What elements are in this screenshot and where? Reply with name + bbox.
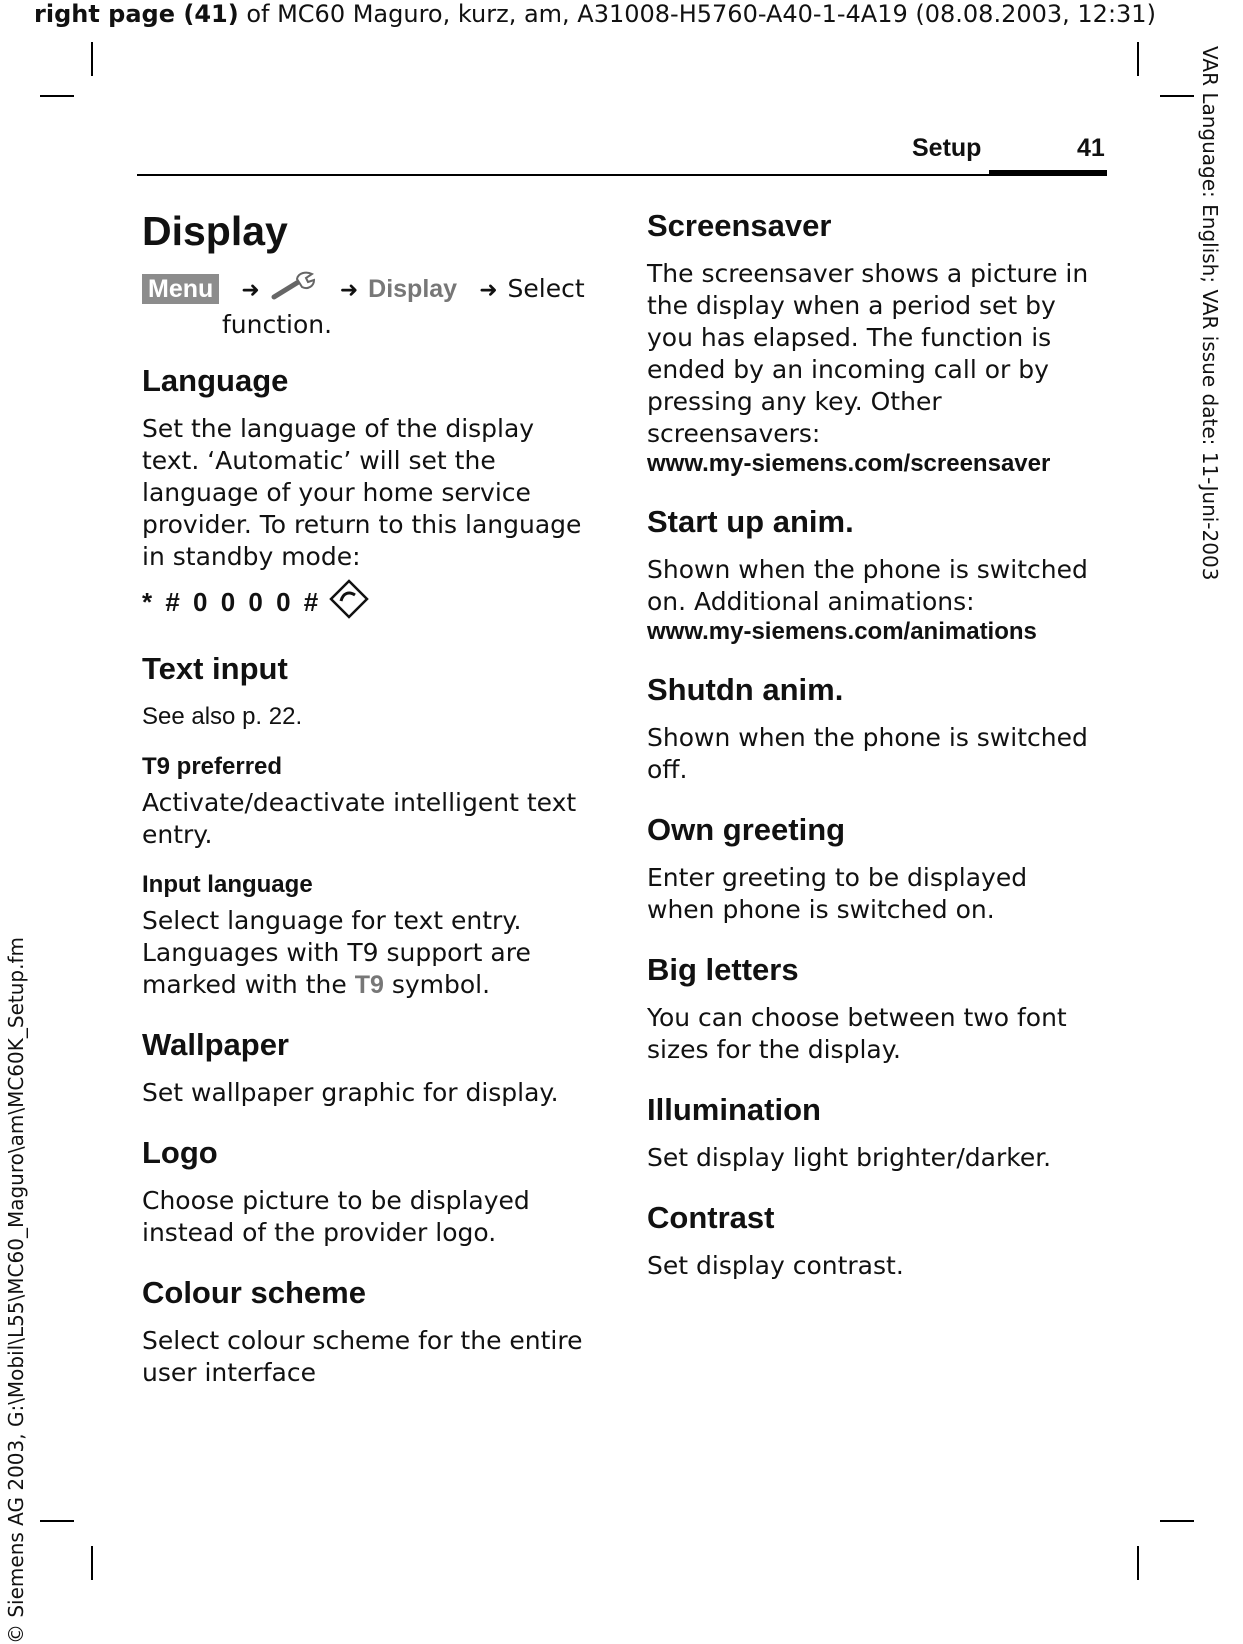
section-name: Setup bbox=[912, 134, 982, 162]
select-text: Select bbox=[507, 274, 585, 303]
t9-preferred-heading: T9 preferred bbox=[142, 753, 283, 780]
menu-key: Menu bbox=[142, 274, 219, 304]
file-header-page: right page (41) bbox=[34, 0, 239, 28]
input-language-text-b: symbol. bbox=[391, 970, 491, 999]
display-menu-item: Display bbox=[368, 275, 458, 303]
function-text: function. bbox=[222, 310, 333, 339]
side-margin-language-note: VAR Language: English; VAR issue date: 11-Juni-2003 bbox=[1198, 46, 1222, 581]
left-column bbox=[142, 196, 592, 1389]
crop-mark bbox=[40, 1520, 74, 1522]
text-input-heading: Text input bbox=[142, 651, 288, 686]
illumination-heading: Illumination bbox=[647, 1092, 821, 1127]
page-number: 41 bbox=[1077, 134, 1105, 162]
page-title: Display bbox=[142, 208, 288, 254]
own-greeting-heading: Own greeting bbox=[647, 812, 846, 847]
big-letters-heading: Big letters bbox=[647, 952, 799, 987]
right-column bbox=[647, 196, 1097, 1282]
crop-mark bbox=[1160, 95, 1194, 97]
t9-preferred-text: Activate/deactivate intelligent text entry. bbox=[142, 788, 577, 849]
startup-anim-heading: Start up anim. bbox=[647, 504, 854, 539]
wallpaper-text: Set wallpaper graphic for display. bbox=[142, 1078, 559, 1107]
menu-path bbox=[142, 271, 592, 337]
file-header-info: of MC60 Maguro, kurz, am, A31008-H5760-A40-1-4A19 (08.08.2003, 12:31) bbox=[238, 0, 1156, 28]
call-key-icon bbox=[327, 577, 371, 628]
crop-mark bbox=[91, 42, 93, 76]
t9-symbol: T9 bbox=[354, 971, 384, 999]
crop-mark bbox=[91, 1546, 93, 1580]
wrench-icon bbox=[270, 271, 318, 309]
language-heading: Language bbox=[142, 363, 289, 398]
input-language-text bbox=[142, 905, 592, 1001]
arrow-icon: ➜ bbox=[479, 278, 498, 303]
header-rule-accent bbox=[989, 170, 1107, 176]
screensaver-text: The screensaver shows a picture in the display when a period set by you has elapsed. The function is ended by an incoming call or by pressing any key. Other screensavers: bbox=[647, 259, 1089, 448]
contrast-text: Set display contrast. bbox=[647, 1251, 904, 1280]
shutdown-anim-heading: Shutdn anim. bbox=[647, 672, 844, 707]
wallpaper-heading: Wallpaper bbox=[142, 1027, 289, 1062]
crop-mark bbox=[1137, 42, 1139, 76]
logo-heading: Logo bbox=[142, 1135, 218, 1170]
screensaver-heading: Screensaver bbox=[647, 208, 832, 243]
crop-mark bbox=[1160, 1520, 1194, 1522]
own-greeting-text: Enter greeting to be displayed when phone is switched on. bbox=[647, 863, 1028, 924]
file-header bbox=[34, 0, 1156, 28]
language-code bbox=[142, 579, 592, 625]
contrast-heading: Contrast bbox=[647, 1200, 775, 1235]
language-text: Set the language of the display text. ‘Automatic’ will set the language of your home service provider. To return to this language in standby mode: bbox=[142, 414, 582, 571]
reset-code: * # 0 0 0 0 # bbox=[142, 586, 322, 617]
startup-anim-text: Shown when the phone is switched on. Additional animations: bbox=[647, 555, 1088, 616]
colour-scheme-heading: Colour scheme bbox=[142, 1275, 366, 1310]
side-margin-copyright: © Siemens AG 2003, G:\Mobil\L55\MC60_Maguro\am\MC60K_Setup.fm bbox=[4, 937, 28, 1644]
colour-scheme-text: Select colour scheme for the entire user interface bbox=[142, 1326, 583, 1387]
arrow-icon: ➜ bbox=[241, 278, 260, 303]
illumination-text: Set display light brighter/darker. bbox=[647, 1143, 1052, 1172]
big-letters-text: You can choose between two font sizes for the display. bbox=[647, 1003, 1067, 1064]
screensaver-link[interactable]: www.my-siemens.com/screensaver bbox=[647, 450, 1051, 477]
shutdown-anim-text: Shown when the phone is switched off. bbox=[647, 723, 1088, 784]
header-rule bbox=[137, 174, 1107, 176]
arrow-icon: ➜ bbox=[339, 278, 359, 303]
input-language-text-a: Select language for text entry. Languages with T9 support are marked with the bbox=[142, 906, 531, 999]
crop-mark bbox=[40, 95, 74, 97]
logo-text: Choose picture to be displayed instead of the provider logo. bbox=[142, 1186, 530, 1247]
crop-mark bbox=[1137, 1546, 1139, 1580]
input-language-heading: Input language bbox=[142, 871, 313, 898]
see-also-text: See also p. 22. bbox=[142, 703, 303, 730]
animations-link[interactable]: www.my-siemens.com/animations bbox=[647, 618, 1037, 645]
running-head bbox=[137, 130, 1107, 180]
